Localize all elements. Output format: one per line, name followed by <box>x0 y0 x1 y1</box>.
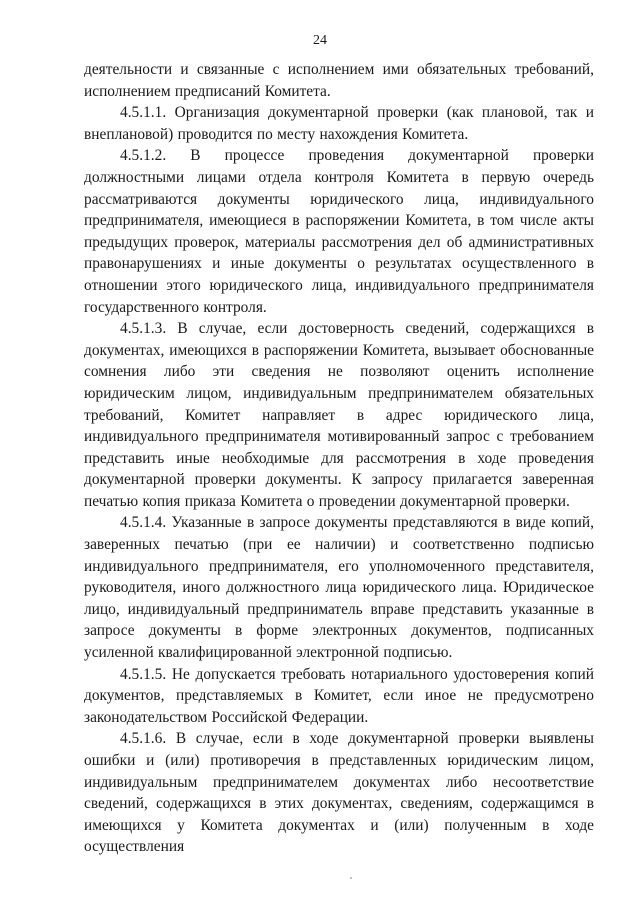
document-body <box>84 59 594 858</box>
paragraph-4-5-1-4: 4.5.1.4. Указанные в запросе документы представляются в виде копий, заверенных печатью (при ее наличии) и соответственно подписью индивидуального предпринимателя, его уполномоченного представителя, руководителя, иного должностного лица юридического лица. Юридическое лицо, индивидуальный предприниматель вправе представить указанные в запросе документы в форме электронных документов, подписанных усиленной квалифицированной электронной подписью. <box>84 514 594 662</box>
paragraph-4-5-1-5: 4.5.1.5. Не допускается требовать нотариального удостоверения копий документов, представляемых в Комитет, если иное не предусмотрено законодательством Российской Федерации. <box>84 665 594 726</box>
paragraph-4-5-1-1: 4.5.1.1. Организация документарной проверки (как плановой, так и внеплановой) проводится по месту нахождения Комитета. <box>84 104 594 143</box>
page-number: 24 <box>313 33 327 48</box>
scan-speck <box>350 877 352 879</box>
paragraph-continuation: деятельности и связанные с исполнением ими обязательных требований, исполнением предписаний Комитета. <box>84 61 594 100</box>
paragraph-4-5-1-6: 4.5.1.6. В случае, если в ходе документарной проверки выявлены ошибки и (или) противоречия в представленных юридическим лицом, индивидуальным предпринимателем документах либо несоответствие сведений, содержащихся в этих документах, сведениям, содержащимся в имеющихся у Комитета документах и (или) полученным в ходе осуществления <box>84 730 594 856</box>
paragraph-4-5-1-2: 4.5.1.2. В процессе проведения документарной проверки должностными лицами отдела контроля Комитета в первую очередь рассматриваются документы юридического лица, индивидуального предпринимателя, имеющиеся в распоряжении Комитета, в том числе акты предыдущих проверок, материалы рассмотрения дел об административных правонарушениях и иные документы о результатах осуществленного в отношении этого юридического лица, индивидуального предпринимателя государственного контроля. <box>84 147 594 316</box>
paragraph-4-5-1-3: 4.5.1.3. В случае, если достоверность сведений, содержащихся в документах, имеющихся в распоряжении Комитета, вызывает обоснованные сомнения либо эти сведения не позволяют оценить исполнение юридическим лицом, индивидуальным предпринимателем обязательных требований, Комитет направляет в адрес юридического лица, индивидуального предпринимателя мотивированный запрос с требованием представить иные необходимые для рассмотрения в ходе проведения документарной проверки документы. К запросу прилагается заверенная печатью копия приказа Комитета о проведении документарной проверки. <box>84 320 594 510</box>
